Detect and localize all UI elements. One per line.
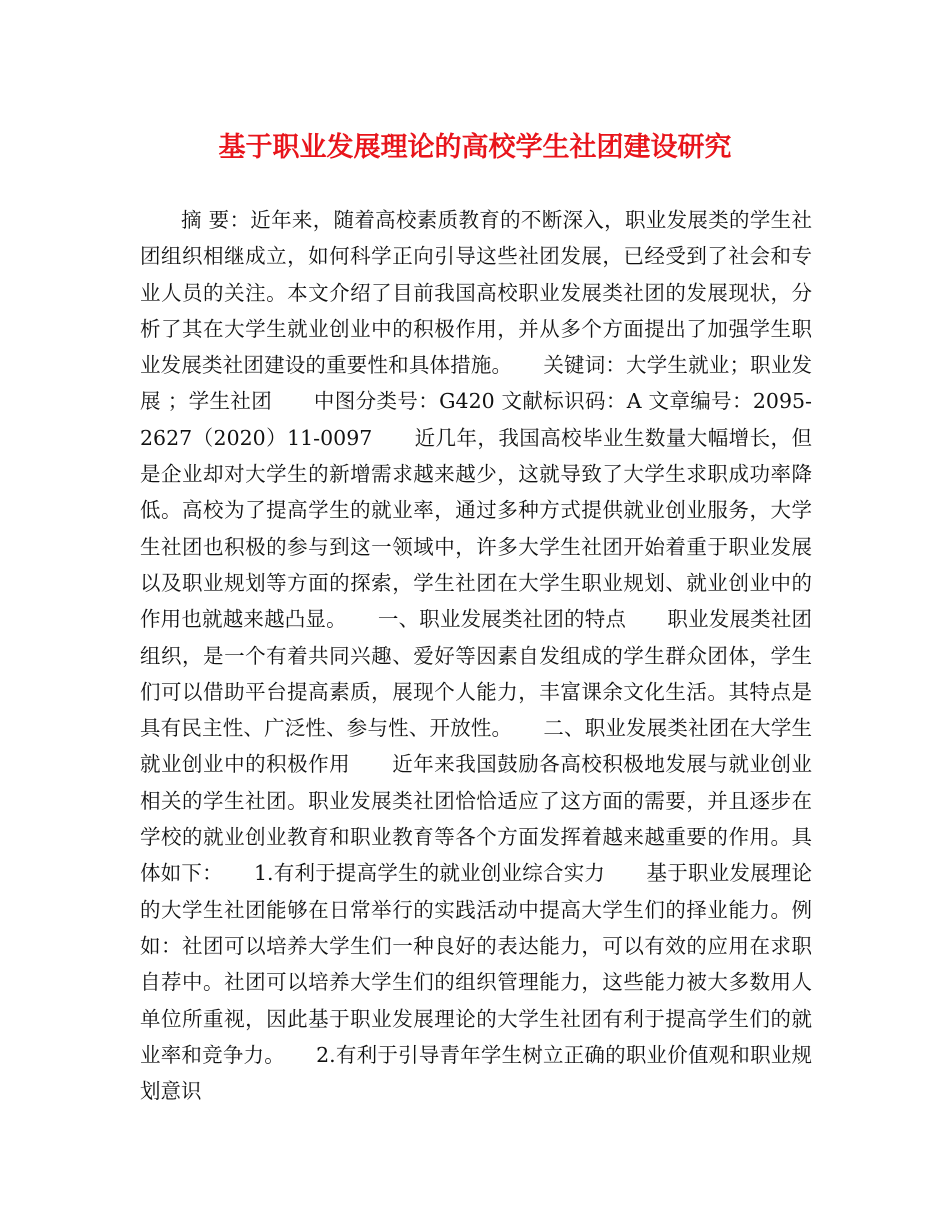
document-body: 摘 要：近年来，随着高校素质教育的不断深入，职业发展类的学生社团组织相继成立，如何科学正向引导这些社团发展，已经受到了社会和专业人员的关注。本文介绍了目前我国高校职业发展类社团的发展现状，分析了其在大学生就业创业中的积极作用，并从多个方面提出了加强学生职业发展类社团建设的重要性和具体措施。 关键词：大学生就业；职业发展 ；学生社团 中图分类号：G420 文献标识码：A 文章编号：2095-2627（2020）11-0097 近几年，我国高校毕业生数量大幅增长，但是企业却对大学生的新增需求越来越少，这就导致了大学生求职成功率降低。高校为了提高学生的就业率，通过多种方式提供就业创业服务，大学生社团也积极的参与到这一领域中，许多大学生社团开始着重于职业发展以及职业规划等方面的探索，学生社团在大学生职业规划、就业创业中的作用也就越来越凸显。 一、职业发展类社团的特点 职业发展类社团组织，是一个有着共同兴趣、爱好等因素自发组成的学生群众团体，学生们可以借助平台提高素质，展现个人能力，丰富课余文化生活。其特点是具有民主性、广泛性、参与性、开放性。 二、职业发展类社团在大学生就业创业中的积极作用 近年来我国鼓励各高校积极地发展与就业创业相关的学生社团。职业发展类社团恰恰适应了这方面的需要，并且逐步在学校的就业创业教育和职业教育等各个方面发挥着越来越重要的作用。具体如下： 1.有利于提高学生的就业创业综合实力 基于职业发展理论的大学生社团能够在日常举行的实践活动中提高大学生们的择业能力。例如：社团可以培养大学生们一种良好的表达能力，可以有效的应用在求职自荐中。社团可以培养大学生们的组织管理能力，这些能力被大多数用人单位所重视，因此基于职业发展理论的大学生社团有利于提高学生们的就业率和竞争力。 2.有利于引导青年学生树立正确的职业价值观和职业规划意识 — [140, 208, 812, 1104]
document-title: 基于职业发展理论的高校学生社团建设研究 — [218, 132, 732, 163]
